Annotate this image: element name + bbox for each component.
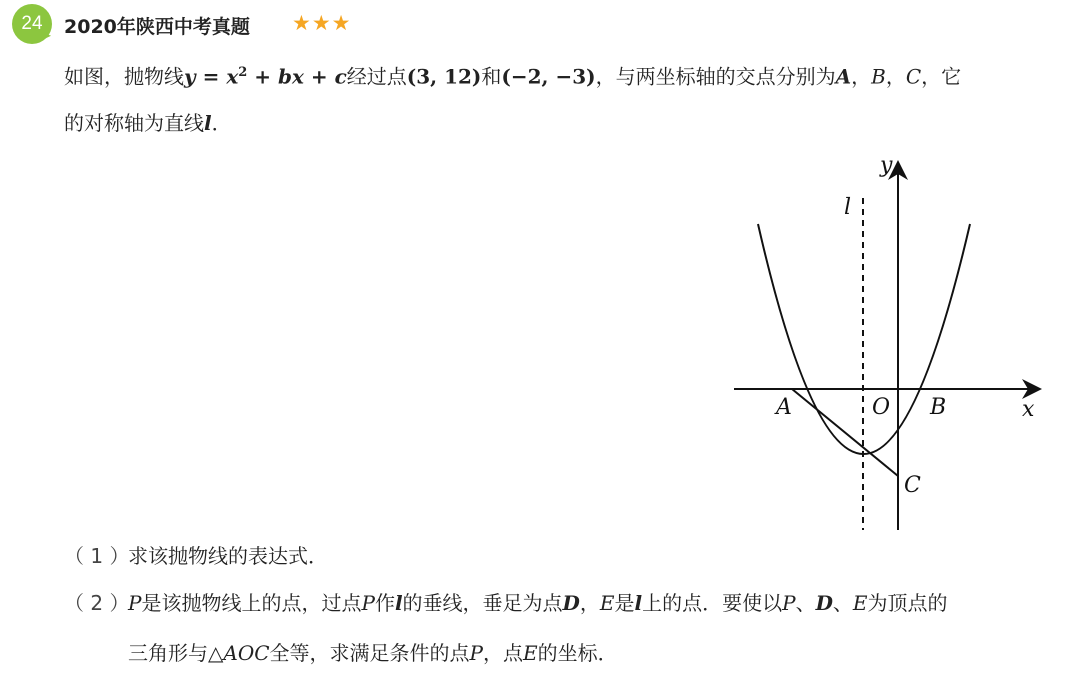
q2-text: ， (579, 591, 600, 615)
label-B: B (930, 395, 947, 420)
stem-text: 经过点 (346, 64, 407, 89)
q2-text: 是 (614, 591, 635, 615)
stem-line-2 (64, 108, 232, 138)
eq-exponent: 2 (238, 65, 248, 80)
var-E: E (852, 591, 868, 615)
parabola-figure (720, 150, 1060, 540)
label-C: C (905, 64, 922, 89)
stem-text: ，与两坐标轴的交点分别为 (595, 64, 836, 89)
eq-x: x (226, 64, 239, 89)
stem-text: 的对称轴为直线 (64, 111, 204, 135)
q2-text: 、 (832, 591, 853, 615)
var-l: l (394, 591, 403, 615)
stem-line-1 (64, 58, 961, 92)
point-1: (3, 12) (406, 64, 482, 89)
eq-plus: + (247, 64, 278, 89)
question-2-number: （ 2 ） (64, 591, 130, 615)
eq-c: c (334, 64, 347, 89)
q2-text: 的垂线，垂足为点 (402, 591, 563, 615)
label-B: B (871, 64, 886, 89)
question-1 (64, 541, 328, 571)
difficulty-stars: ★★★ (292, 11, 352, 35)
stem-text: ，它 (921, 64, 962, 89)
label-O: O (872, 395, 891, 420)
q2-text: 、 (795, 591, 816, 615)
question-2-line-1 (64, 588, 948, 618)
var-l: l (634, 591, 643, 615)
question-1-number: （ 1 ） (64, 544, 130, 568)
eq-equals: = (195, 64, 227, 89)
eq-bx: bx (277, 64, 304, 89)
eq-plus: + (303, 64, 335, 89)
q2-text: 三角形与△ (128, 641, 224, 665)
label-A: A (776, 395, 792, 420)
q2-text: 的坐标． (537, 641, 618, 665)
question-number: 24 (21, 13, 43, 34)
line-l: l (204, 111, 212, 135)
q2-text: 是该抛物线上的点，过点 (141, 591, 362, 615)
q2-text: 全等，求满足条件的点 (269, 641, 470, 665)
stem-text: ． (211, 111, 232, 135)
label-A: A (835, 64, 852, 89)
triangle-AOC: AOC (223, 641, 270, 665)
var-P: P (469, 641, 484, 665)
label-y: y (880, 153, 893, 178)
q2-text: 为顶点的 (867, 591, 948, 615)
var-E: E (523, 641, 538, 665)
separator: ， (851, 64, 872, 89)
label-C: C (904, 473, 921, 498)
eq-y: y (184, 64, 196, 89)
q2-text: ，点 (483, 641, 524, 665)
q2-text: 作 (374, 591, 395, 615)
point-2: (−2, −3) (501, 64, 596, 89)
var-E: E (599, 591, 615, 615)
separator: ， (885, 64, 906, 89)
exam-source-title: 2020年陕西中考真题 (64, 16, 250, 38)
stem-text: 如图，抛物线 (64, 64, 184, 89)
q2-text: 上的点．要使以 (642, 591, 783, 615)
var-P: P (128, 591, 142, 615)
question-2-line-2 (128, 638, 618, 668)
question-1-text: 求该抛物线的表达式． (128, 544, 328, 568)
var-P: P (782, 591, 796, 615)
stem-text: 和 (481, 64, 502, 89)
label-x: x (1022, 397, 1035, 422)
var-D: D (815, 591, 833, 615)
label-l: l (844, 195, 852, 220)
var-P: P (361, 591, 375, 615)
var-D: D (562, 591, 580, 615)
